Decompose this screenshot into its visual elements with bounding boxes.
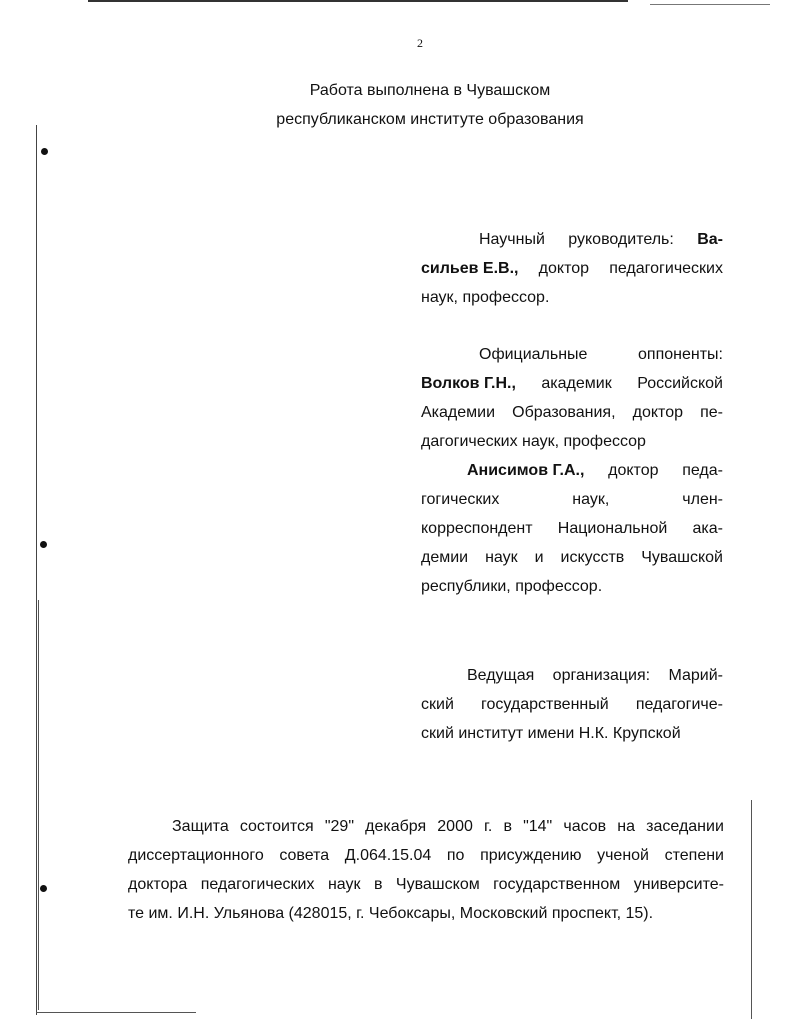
scan-right-edge (751, 800, 752, 1019)
word: доктор (538, 260, 590, 277)
word: наук, профессор. (421, 289, 550, 306)
word: пе- (700, 404, 723, 421)
word: Академии (421, 404, 496, 421)
word: Ведущая (467, 667, 535, 684)
text-line (421, 254, 723, 283)
binder-hole-mark (41, 148, 48, 155)
word: в (503, 818, 512, 835)
word: часов (563, 818, 607, 835)
word: те им. И.Н. Ульянова (428015, г. Чебоксары, Московский проспект, 15). (128, 905, 654, 922)
scan-top-border-right (650, 4, 770, 5)
word: ский (421, 696, 454, 713)
word: ака- (692, 520, 723, 537)
word: степени (664, 847, 724, 864)
word: руководитель: (568, 231, 674, 248)
heading-line: Работа выполнена в Чувашском (309, 82, 551, 99)
word: педагогических (200, 876, 315, 893)
opponent-name: Анисимов Г.А., (467, 462, 585, 479)
word: демии (421, 549, 469, 566)
text-line (128, 812, 724, 841)
text-line (421, 283, 723, 312)
text-line (421, 572, 723, 601)
text-line (421, 514, 723, 543)
word: 2000 (437, 818, 473, 835)
text-line (128, 899, 724, 928)
word: наук (327, 876, 361, 893)
word: в (373, 876, 383, 893)
word: педагогических (609, 260, 723, 277)
scan-top-border (88, 0, 628, 2)
word: по (446, 847, 465, 864)
word: Российской (637, 375, 723, 392)
binder-hole-mark (40, 885, 47, 892)
word: республики, профессор. (421, 578, 603, 595)
word: Научный (479, 231, 545, 248)
word: на (617, 818, 636, 835)
scan-left-edge (36, 125, 37, 1015)
word: Официальные (479, 346, 588, 363)
word: наук (485, 549, 518, 566)
text-line (421, 225, 723, 254)
word: доктор (632, 404, 683, 421)
opponent-name: Волков Г.Н., (421, 375, 516, 392)
word: Д.064.15.04 (344, 847, 432, 864)
word: корреспондент (421, 520, 533, 537)
supervisor-block (421, 225, 723, 312)
binder-hole-mark (40, 541, 47, 548)
opponents-block (421, 340, 723, 601)
text-line (421, 719, 723, 748)
text-line (421, 340, 723, 369)
text-line (128, 870, 724, 899)
word: член- (682, 491, 723, 508)
word: "29" (324, 818, 354, 835)
word: педагогиче- (635, 696, 723, 713)
word: дагогических наук, профессор (421, 433, 646, 450)
word: Национальной (557, 520, 668, 537)
text-line (421, 661, 723, 690)
supervisor-name: сильев Е.В., (421, 260, 519, 277)
word: ученой (597, 847, 649, 864)
word: Образования, (512, 404, 616, 421)
word: государственном (493, 876, 621, 893)
page-number: 2 (417, 36, 423, 50)
text-line (421, 398, 723, 427)
word: декабря (365, 818, 427, 835)
word: оппоненты: (638, 346, 723, 363)
word: педа- (682, 462, 723, 479)
word: диссертационного (128, 847, 264, 864)
word: состоится (239, 818, 314, 835)
word: Защита (172, 818, 229, 835)
page-heading (230, 76, 630, 134)
word: "14" (523, 818, 553, 835)
word: гогических (421, 491, 500, 508)
scan-left-edge-inner (38, 600, 39, 1010)
text-line (421, 427, 723, 456)
word: университе- (633, 876, 724, 893)
word: организация: (552, 667, 651, 684)
word: совета (279, 847, 330, 864)
heading-line: республиканском институте образования (276, 111, 584, 128)
word: наук, (572, 491, 610, 508)
word: доктора (128, 876, 188, 893)
text-line (128, 841, 724, 870)
text-line (421, 543, 723, 572)
defense-paragraph (128, 812, 724, 928)
text-line (421, 485, 723, 514)
word: и (534, 549, 544, 566)
leading-organization-block (421, 661, 723, 748)
text-line (421, 456, 723, 485)
word: доктор (608, 462, 659, 479)
word: г. (484, 818, 493, 835)
word: Чувашском (395, 876, 480, 893)
text-line (421, 690, 723, 719)
word: ский институт имени Н.К. Крупской (421, 725, 681, 742)
word: заседании (646, 818, 724, 835)
supervisor-name-part: Ва- (697, 231, 723, 248)
word: Чувашской (641, 549, 723, 566)
scan-bottom-border (36, 1012, 196, 1013)
word: присуждению (480, 847, 582, 864)
word: Марий- (668, 667, 723, 684)
word: государственный (481, 696, 609, 713)
text-line (421, 369, 723, 398)
word: академик (541, 375, 612, 392)
word: искусств (560, 549, 625, 566)
